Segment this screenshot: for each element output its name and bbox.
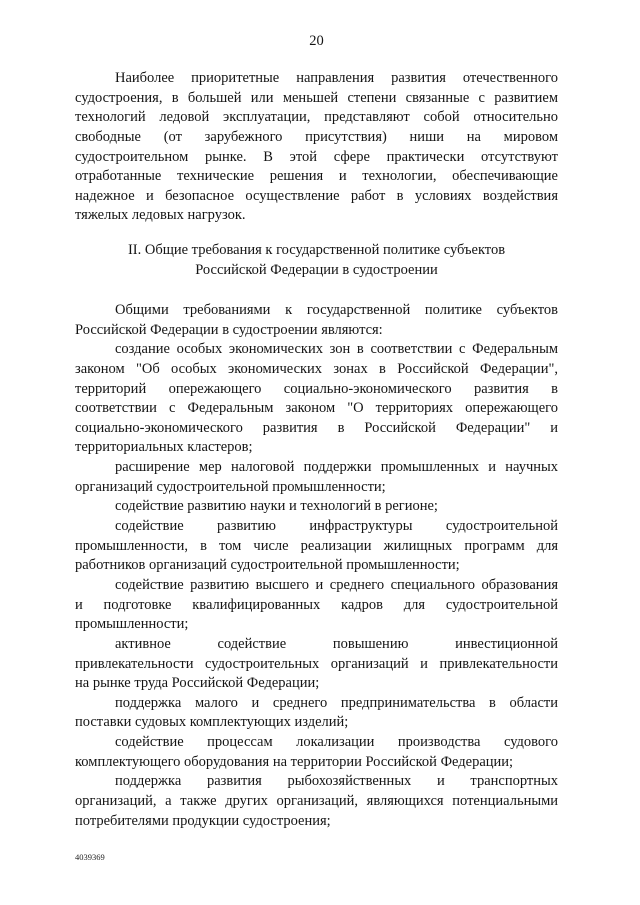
requirement-item bbox=[75, 576, 558, 635]
paragraph-line: законом "Об особых экономических зонах в Российской Федерации", bbox=[75, 360, 558, 377]
paragraph-line: работников организаций судостроительной промышленности; bbox=[75, 557, 460, 574]
paragraph-line: тяжелых ледовых нагрузок. bbox=[75, 207, 246, 224]
paragraph-line: потребителями продукции судостроения; bbox=[75, 812, 331, 829]
paragraph-line: содействие процессам локализации производства судового bbox=[115, 734, 558, 751]
paragraph-line: Общими требованиями к государственной политике субъектов bbox=[115, 302, 558, 318]
page-number: 20 bbox=[309, 33, 324, 49]
requirements-body bbox=[75, 301, 558, 831]
paragraph-line: создание особых экономических зон в соответствии с Федеральным bbox=[115, 341, 558, 358]
paragraph-line: содействие развитию инфраструктуры судостроительной bbox=[115, 518, 558, 535]
paragraph-line: поставки судовых комплектующих изделий; bbox=[75, 714, 349, 731]
requirement-item bbox=[75, 497, 558, 517]
paragraph-line: территориальных кластеров; bbox=[75, 439, 253, 456]
paragraph-line: свободные (от зарубежного присутствия) ниши на мировом bbox=[75, 128, 558, 145]
heading-line: Российской Федерации в судостроении bbox=[195, 261, 438, 278]
requirement-item bbox=[75, 733, 558, 772]
paragraph-line: комплектующего оборудования на территории Российской Федерации; bbox=[75, 753, 514, 770]
paragraph-line: привлекательности судостроительных организаций и привлекательности bbox=[75, 655, 558, 672]
paragraph-line: Наиболее приоритетные направления развития отечественного bbox=[115, 70, 558, 86]
requirement-item bbox=[75, 340, 558, 458]
requirement-item bbox=[75, 517, 558, 576]
requirement-item bbox=[75, 458, 558, 497]
paragraph-line: технологий ледовой эксплуатации, представляют собой относительно bbox=[75, 109, 558, 126]
paragraph-line: расширение мер налоговой поддержки промышленных и научных bbox=[115, 459, 558, 476]
requirement-item bbox=[75, 772, 558, 831]
requirement-item bbox=[75, 694, 558, 733]
paragraph-line: Российской Федерации в судостроении являются: bbox=[75, 321, 383, 338]
paragraph-line: территорий опережающего социально-экономического развития в bbox=[75, 380, 558, 397]
paragraph-line: организаций судостроительной промышленности; bbox=[75, 478, 386, 495]
paragraph-line: активное содействие повышению инвестиционной bbox=[115, 635, 558, 652]
footer-document-code: 4039369 bbox=[75, 852, 105, 862]
paragraph-line: социально-экономического развития в Российской Федерации" и bbox=[75, 419, 558, 436]
paragraph-line: поддержка малого и среднего предпринимательства в области bbox=[115, 694, 558, 711]
intro-paragraph bbox=[75, 69, 558, 226]
paragraph-line: организаций, а также других организаций, являющихся потенциальными bbox=[75, 793, 558, 810]
paragraph-line: судостроительном рынке. В этой сфере практически отсутствуют bbox=[75, 148, 558, 165]
paragraph-line: поддержка развития рыбохозяйственных и транспортных bbox=[115, 773, 558, 790]
paragraph-line: судостроения, в большей или меньшей степени связанные с развитием bbox=[75, 89, 558, 106]
paragraph-line: содействие развитию науки и технологий в регионе; bbox=[115, 498, 438, 515]
paragraph-line: промышленности, в том числе реализации жилищных программ для bbox=[75, 537, 558, 554]
paragraph-line: содействие развитию высшего и среднего специального образования bbox=[115, 576, 558, 593]
paragraph-line: соответствии с Федеральным законом "О территориях опережающего bbox=[75, 400, 558, 417]
lead-paragraph bbox=[75, 301, 558, 340]
paragraph-line: промышленности; bbox=[75, 616, 189, 633]
paragraph-line: надежное и безопасное осуществление работ в условиях воздействия bbox=[75, 187, 558, 204]
paragraph-line: на рынке труда Российской Федерации; bbox=[75, 675, 320, 692]
heading-line: II. Общие требования к государственной политике субъектов bbox=[127, 242, 506, 258]
requirement-item bbox=[75, 635, 558, 694]
paragraph-line: отработанные технические решения и технологии, обеспечивающие bbox=[75, 168, 558, 185]
section-heading bbox=[75, 241, 558, 280]
paragraph-line: и подготовке квалифицированных кадров для судостроительной bbox=[75, 596, 558, 613]
